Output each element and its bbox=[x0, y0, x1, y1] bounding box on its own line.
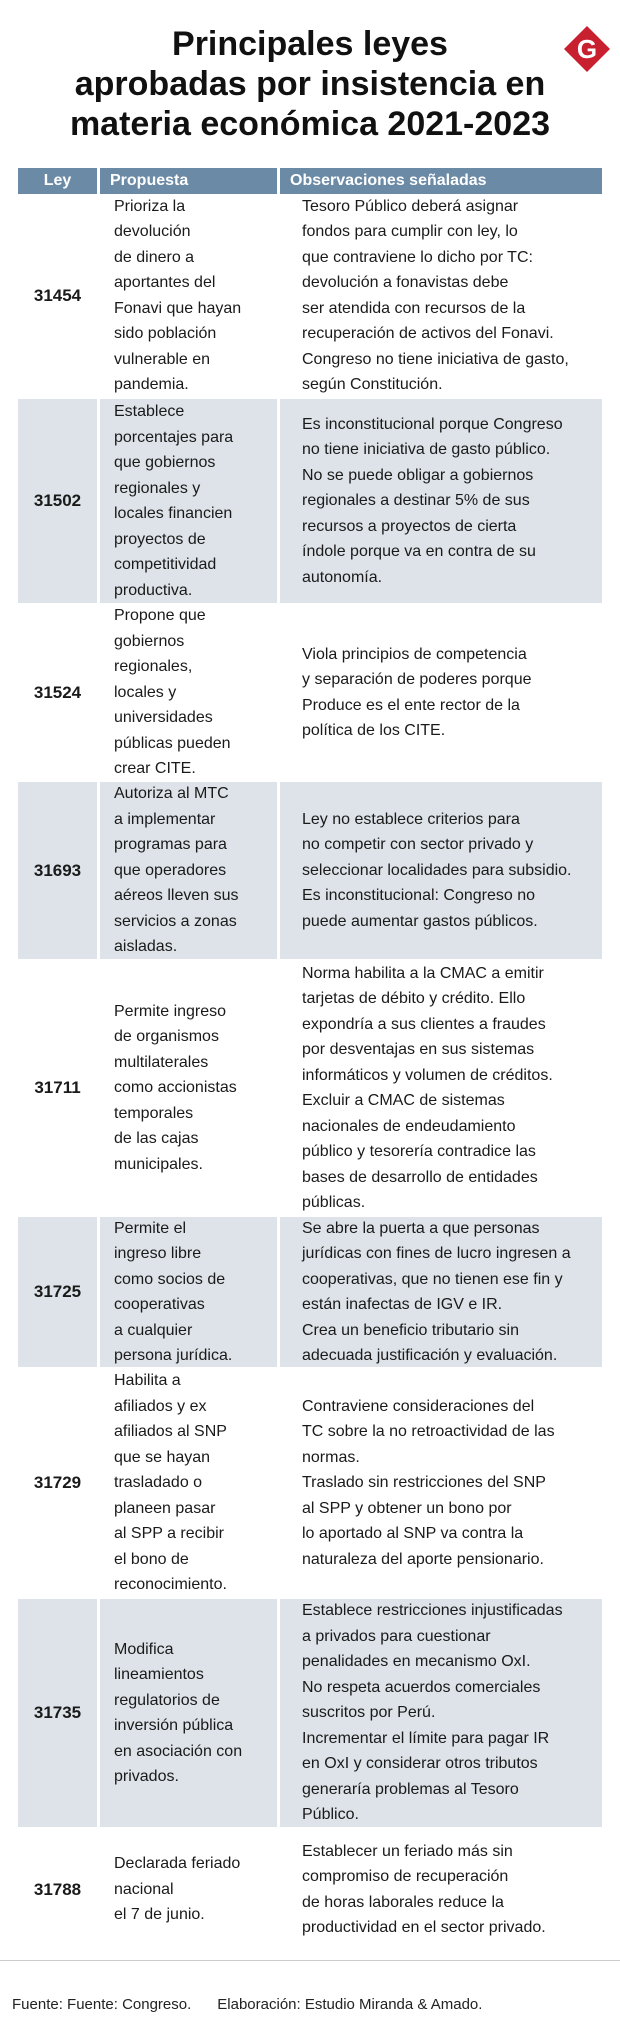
propuesta-text: Autoriza al MTC a implementar programas para que operadores aéreos lleven sus servicios a zonas aisladas. bbox=[114, 785, 239, 956]
table-row bbox=[18, 782, 602, 961]
propuesta-text: Modifica lineamientos regulatorios de inversión pública en asociación con privados. bbox=[114, 1640, 243, 1785]
table-row bbox=[18, 1599, 602, 1829]
ley-number: 31725 bbox=[18, 1217, 100, 1367]
table-row bbox=[18, 1217, 602, 1369]
table-row bbox=[18, 605, 602, 782]
ley-number: 31693 bbox=[18, 782, 100, 959]
laws-table bbox=[18, 168, 602, 1952]
page-title: Principales leyes aprobadas por insistencia en materia económica 2021-2023 bbox=[69, 25, 551, 143]
observaciones-text: Ley no establece criterios para no competir con sector privado y seleccionar localidades para subsidio. Es inconstitucional: Congreso no puede aumentar gastos públicos. bbox=[302, 810, 572, 930]
observaciones-text: Viola principios de competencia y separación de poderes porque Produce es el ente rector de la política de los CITE. bbox=[302, 645, 532, 739]
header-ley: Ley bbox=[18, 168, 100, 194]
observaciones-text: Establecer un feriado más sin compromiso de recuperación de horas laborales reduce la productividad en el sector privado. bbox=[302, 1842, 546, 1936]
footer bbox=[12, 1996, 482, 2013]
observaciones-text: Contraviene consideraciones del TC sobre la no retroactividad de las normas. Traslado sin restricciones del SNP al SPP y obtener un bono por lo aportado al SNP va contra la naturaleza del aporte pensionario. bbox=[302, 1397, 555, 1568]
observaciones-text: Establece restricciones injustificadas a privados para cuestionar penalidades en mecanismo OxI. No respeta acuerdos comerciales suscritos por Perú. Incrementar el límite para pagar IR en OxI y considerar otros tributos generaría problemas al Tesoro Público. bbox=[302, 1602, 563, 1824]
table-row bbox=[18, 1829, 602, 1952]
observaciones-text: Norma habilita a la CMAC a emitir tarjetas de débito y crédito. Ello expondría a sus clientes a fraudes por desventajas en sus sistemas informáticos y volumen de créditos. Excluir a CMAC de sistemas nacionales de endeudamiento público y tesorería contradice las bases de desarrollo de entidades públicas. bbox=[302, 964, 553, 1211]
ley-number: 31788 bbox=[18, 1829, 100, 1950]
propuesta-text: Permite ingreso de organismos multilaterales como accionistas temporales de las cajas municipales. bbox=[114, 1002, 237, 1173]
propuesta-text: Propone que gobiernos regionales, locales y universidades públicas pueden crear CITE. bbox=[114, 607, 231, 778]
ley-number: 31454 bbox=[18, 194, 100, 397]
g-logo-icon bbox=[562, 24, 612, 74]
credit-text: Elaboración: Estudio Miranda & Amado. bbox=[217, 1996, 483, 2013]
table-row bbox=[18, 194, 602, 399]
table-row bbox=[18, 399, 602, 605]
table-header bbox=[18, 168, 602, 194]
header-observaciones: Observaciones señaladas bbox=[290, 172, 487, 189]
observaciones-text: Es inconstitucional porque Congreso no tiene iniciativa de gasto público. No se puede obligar a gobiernos regionales a destinar 5% de sus recursos a proyectos de cierta índole porque va en contra de su autonomía. bbox=[302, 415, 563, 586]
table-row bbox=[18, 961, 602, 1217]
observaciones-text: Tesoro Público deberá asignar fondos para cumplir con ley, lo que contraviene lo dicho por TC: devolución a fonavistas debe ser atendida con recursos de la recuperación de activos del Fonavi. Congreso no tiene iniciativa de gasto, según Constitución. bbox=[302, 197, 569, 393]
header bbox=[0, 0, 620, 168]
propuesta-text: Establece porcentajes para que gobiernos regionales y locales financien proyectos de competitividad productiva. bbox=[114, 403, 234, 599]
ley-number: 31729 bbox=[18, 1369, 100, 1597]
source-text: Fuente: Fuente: Congreso. bbox=[12, 1996, 192, 2013]
ley-number: 31735 bbox=[18, 1599, 100, 1827]
ley-number: 31502 bbox=[18, 399, 100, 603]
table-row bbox=[18, 1369, 602, 1599]
ley-number: 31524 bbox=[18, 605, 100, 780]
ley-number: 31711 bbox=[18, 961, 100, 1215]
propuesta-text: Prioriza la devolución de dinero a aportantes del Fonavi que hayan sido población vulnerable en pandemia. bbox=[114, 197, 242, 393]
observaciones-text: Se abre la puerta a que personas jurídicas con fines de lucro ingresen a cooperativas, que no tienen ese fin y están inafectas de IGV e IR. Crea un beneficio tributario sin adecuada justificación y evaluación. bbox=[302, 1219, 571, 1364]
logo-letter: G bbox=[576, 34, 598, 64]
propuesta-text: Habilita a afiliados y ex afiliados al SNP que se hayan trasladado o planeen pasar al SPP a recibir el bono de reconocimiento. bbox=[114, 1372, 227, 1594]
propuesta-text: Permite el ingreso libre como socios de cooperativas a cualquier persona jurídica. bbox=[114, 1219, 233, 1364]
header-propuesta: Propuesta bbox=[100, 168, 280, 194]
propuesta-text: Declarada feriado nacional el 7 de junio. bbox=[114, 1855, 241, 1924]
footer-divider bbox=[0, 1960, 620, 1961]
